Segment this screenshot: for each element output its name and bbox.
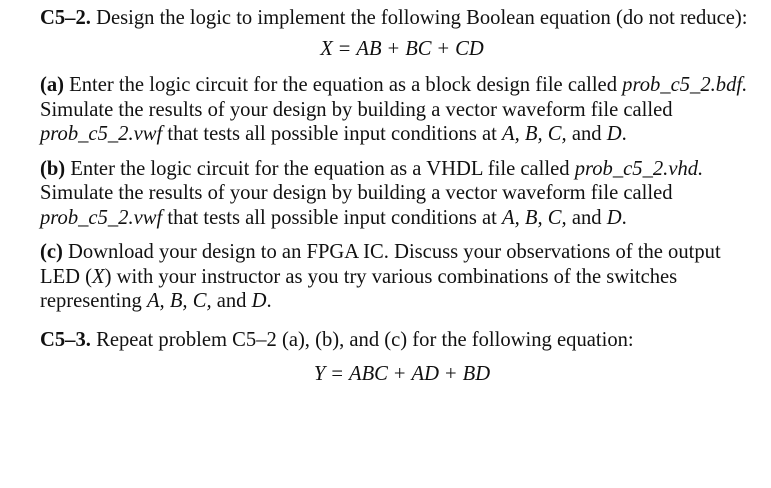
equation-term: BC: [405, 37, 432, 60]
conjunction: and: [571, 206, 602, 229]
part-tag: (a): [40, 74, 65, 96]
part-text: Enter the logic circuit for the equation as a block design file called: [69, 74, 617, 96]
equation-y: [40, 362, 764, 387]
equation-lhs: Y: [313, 363, 326, 385]
part-text: ) with your instructor as you try various combinations of the switches representing: [40, 265, 678, 312]
plus-sign: +: [387, 37, 400, 60]
file-name: prob_c5_2.bdf.: [622, 74, 748, 96]
part-text: Download your design to an FPGA IC. Discuss your observations of the output LED (: [40, 241, 721, 288]
problem-c5-2-statement: [40, 6, 764, 31]
input-variables: A, B, C,: [502, 206, 567, 229]
equation-lhs: X: [320, 37, 333, 60]
part-text: Enter the logic circuit for the equation as a VHDL file called: [70, 157, 570, 180]
equation-term: AD: [411, 363, 439, 385]
plus-sign: +: [437, 37, 450, 60]
period: .: [621, 206, 627, 229]
part-a: [40, 73, 764, 147]
period: .: [266, 290, 272, 312]
file-name: prob_c5_2.vwf: [40, 206, 163, 229]
input-variable-last: D: [606, 206, 622, 229]
part-tag: (b): [40, 157, 66, 180]
file-name: prob_c5_2.vwf: [40, 123, 163, 145]
part-text: Simulate the results of your design by building a vector waveform file called: [40, 98, 673, 121]
part-text: that tests all possible input conditions at: [167, 206, 497, 229]
equation-term: ABC: [349, 363, 388, 385]
document-page: [40, 6, 764, 387]
problem-text: Repeat problem C5–2 (a), (b), and (c) for the following equation:: [96, 328, 634, 351]
part-text: Simulate the results of your design by building a vector waveform file called: [40, 182, 673, 204]
input-variables: A, B, C,: [502, 123, 567, 145]
equation-term: CD: [455, 37, 484, 60]
conjunction: and: [216, 290, 247, 312]
plus-sign: +: [393, 363, 406, 385]
equals-sign: =: [338, 37, 351, 60]
problem-c5-3-statement: [40, 328, 764, 353]
file-name: prob_c5_2.vhd.: [574, 157, 704, 180]
part-tag: (c): [40, 241, 63, 263]
part-b: [40, 157, 764, 231]
part-c: [40, 240, 764, 314]
input-variables: A, B, C,: [146, 290, 212, 312]
period: .: [621, 123, 627, 145]
input-variable-last: D: [606, 123, 622, 145]
conjunction: and: [571, 123, 602, 145]
plus-sign: +: [445, 363, 457, 385]
output-variable: X: [92, 265, 105, 288]
input-variable-last: D: [251, 290, 267, 312]
problem-intro: Design the logic to implement the following Boolean equation (do not reduce):: [96, 7, 748, 29]
equation-term: AB: [356, 37, 382, 60]
problem-number: C5–3.: [40, 328, 91, 351]
problem-number: C5–2.: [40, 7, 91, 29]
equals-sign: =: [331, 363, 344, 385]
equation-term: BD: [462, 363, 491, 385]
equation-x: [40, 37, 764, 62]
part-text: that tests all possible input conditions at: [167, 123, 497, 145]
